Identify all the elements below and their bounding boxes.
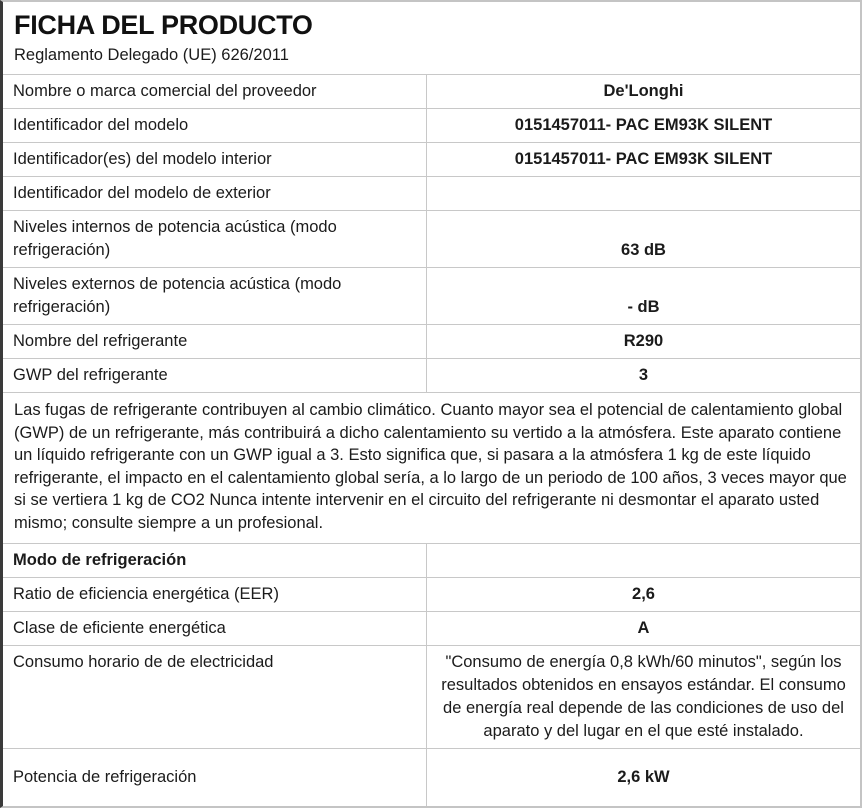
row-value: R290 bbox=[623, 332, 664, 350]
row-value: 0151457011- PAC EM93K SILENT bbox=[514, 150, 773, 168]
table-row-outdoor-model-id bbox=[3, 177, 860, 211]
page-title: FICHA DEL PRODUCTO bbox=[14, 10, 313, 40]
row-label: Nombre o marca comercial del proveedor bbox=[3, 75, 427, 108]
row-label: Potencia de refrigeración bbox=[3, 749, 427, 806]
row-label: Niveles internos de potencia acústica (modo refrigeración) bbox=[3, 211, 427, 267]
row-value bbox=[427, 544, 860, 577]
page-subtitle: Reglamento Delegado (UE) 626/2011 bbox=[14, 46, 289, 64]
table-row-refrigerant-gwp bbox=[3, 359, 860, 393]
row-label: Consumo horario de de electricidad bbox=[3, 646, 427, 748]
table-row-outdoor-sound-power bbox=[3, 268, 860, 325]
table-row-energy-class bbox=[3, 612, 860, 646]
row-value: 3 bbox=[638, 366, 649, 384]
table-row-cooling-mode-header bbox=[3, 544, 860, 578]
header bbox=[3, 2, 860, 75]
row-value: A bbox=[637, 618, 650, 637]
row-label: Identificador del modelo bbox=[3, 109, 427, 142]
row-value: 2,6 bbox=[632, 584, 655, 603]
row-label: Identificador del modelo de exterior bbox=[3, 177, 427, 210]
row-label: Modo de refrigeración bbox=[3, 544, 427, 577]
row-value: "Consumo de energía 0,8 kWh/60 minutos", según los resultados obtenidos en ensayos estándar. El consumo de energía real depende de las condiciones de uso del aparato y del lugar en el que esté instalado. bbox=[441, 652, 846, 740]
table-row-eer bbox=[3, 578, 860, 612]
row-value: 0151457011- PAC EM93K SILENT bbox=[514, 116, 773, 134]
row-label: Niveles externos de potencia acústica (modo refrigeración) bbox=[3, 268, 427, 324]
table-row-hourly-consumption bbox=[3, 646, 860, 749]
table-row-refrigerant-name bbox=[3, 325, 860, 359]
row-value bbox=[427, 177, 860, 210]
table-row-model-id bbox=[3, 109, 860, 143]
row-label: Clase de eficiente energética bbox=[3, 612, 427, 645]
table-row-indoor-model-id bbox=[3, 143, 860, 177]
row-value: De'Longhi bbox=[603, 82, 684, 100]
row-value: - dB bbox=[627, 298, 660, 316]
table-row-indoor-sound-power bbox=[3, 211, 860, 268]
row-label: Nombre del refrigerante bbox=[3, 325, 427, 358]
row-value: 63 dB bbox=[621, 241, 666, 259]
table-row-cooling-power bbox=[3, 749, 860, 806]
table-row-supplier bbox=[3, 75, 860, 109]
row-label: Identificador(es) del modelo interior bbox=[3, 143, 427, 176]
row-label: GWP del refrigerante bbox=[3, 359, 427, 392]
refrigerant-leakage-note-row bbox=[3, 393, 860, 544]
row-label: Ratio de eficiencia energética (EER) bbox=[3, 578, 427, 611]
row-value: 2,6 kW bbox=[617, 767, 670, 786]
refrigerant-leakage-note: Las fugas de refrigerante contribuyen al cambio climático. Cuanto mayor sea el potencial de calentamiento global (GWP) de un refrigerante, más contribuirá a dicho calentamiento su vertido a la atmósfera. Este aparato contiene un líquido refrigerante con un GWP igual a 3. Esto significa que, si pasara a la atmósfera 1 kg de este líquido refrigerante, el impacto en el calentamiento global sería, a lo largo de un periodo de 100 años, 3 veces mayor que si se vertiera 1 kg de CO2 Nunca intente intervenir en el circuito del refrigerante ni desmontar el aparato usted mismo; consulte siempre a un profesional. bbox=[14, 401, 847, 532]
